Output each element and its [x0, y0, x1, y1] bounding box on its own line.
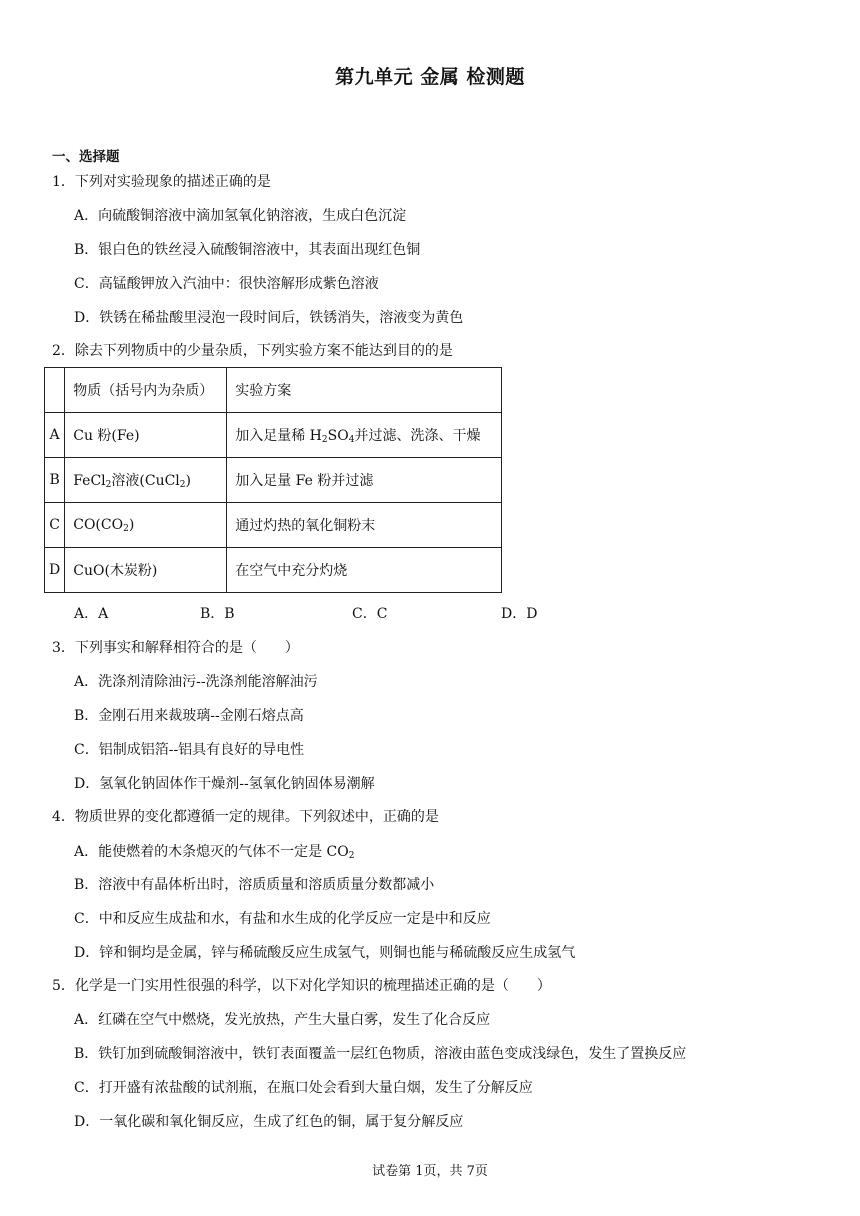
question-2-option-c: C．C [352, 606, 388, 622]
question-4-option-c: C．中和反应生成盐和水，有盐和水生成的化学反应一定是中和反应 [74, 911, 491, 927]
question-4-option-b: B．溶液中有晶体析出时，溶质质量和溶质质量分数都减小 [74, 877, 435, 893]
table-header-substance: 物质（括号内为杂质） [65, 368, 227, 413]
table-row [45, 503, 502, 548]
question-1-option-c: C．高锰酸钾放入汽油中：很快溶解形成紫色溶液 [74, 276, 379, 292]
table-row [45, 548, 502, 593]
row-method: 加入足量稀 $H_2SO_4$并过滤、洗涤、干燥 [227, 413, 502, 458]
row-substance: Cu 粉(Fe) [65, 413, 227, 458]
row-label: C [45, 503, 65, 548]
page-footer: 试卷第 1页，共 7页 [372, 1164, 488, 1179]
table-header-row [45, 368, 502, 413]
question-3-option-b: B．金刚石用来裁玻璃--金刚石熔点高 [74, 708, 304, 724]
question-2-table [44, 367, 502, 593]
row-substance: $CO(CO_2)$ [65, 503, 227, 548]
question-2-stem: 2．除去下列物质中的少量杂质，下列实验方案不能达到目的的是 [52, 343, 453, 359]
question-4-option-a: A．能使燃着的木条熄灭的气体不一定是 $CO_2$ [74, 844, 355, 861]
table-row [45, 413, 502, 458]
question-2-option-d: D．D [501, 606, 538, 622]
question-3-stem: 3．下列事实和解释相符合的是（ ） [52, 640, 299, 656]
question-4-stem: 4．物质世界的变化都遵循一定的规律。下列叙述中，正确的是 [52, 809, 439, 825]
question-5-option-d: D．一氧化碳和氧化铜反应，生成了红色的铜，属于复分解反应 [74, 1114, 464, 1130]
question-2-option-b: B．B [200, 606, 235, 622]
question-1-option-b: B．银白色的铁丝浸入硫酸铜溶液中，其表面出现红色铜 [74, 242, 421, 258]
question-1-option-a: A．向硫酸铜溶液中滴加氢氧化钠溶液，生成白色沉淀 [74, 208, 407, 224]
question-1-stem: 1．下列对实验现象的描述正确的是 [52, 174, 271, 190]
row-label: D [45, 548, 65, 593]
question-5-stem: 5．化学是一门实用性很强的科学，以下对化学知识的梳理描述正确的是（ ） [52, 978, 551, 994]
section-heading: 一、选择题 [52, 149, 120, 165]
question-5-option-a: A．红磷在空气中燃烧，发光放热，产生大量白雾，发生了化合反应 [74, 1012, 491, 1028]
page-title: 第九单元 金属 检测题 [335, 66, 525, 88]
question-5-option-b: B．铁钉加到硫酸铜溶液中，铁钉表面覆盖一层红色物质，溶液由蓝色变成浅绿色，发生了置换反应 [74, 1046, 687, 1062]
question-1-option-d: D．铁锈在稀盐酸里浸泡一段时间后，铁锈消失，溶液变为黄色 [74, 310, 464, 326]
table-header-cell [45, 368, 65, 413]
question-5-option-c: C．打开盛有浓盐酸的试剂瓶，在瓶口处会看到大量白烟，发生了分解反应 [74, 1080, 533, 1096]
row-method: 加入足量 Fe 粉并过滤 [227, 458, 502, 503]
row-substance: CuO(木炭粉) [65, 548, 227, 593]
question-3-option-d: D．氢氧化钠固体作干燥剂--氢氧化钠固体易潮解 [74, 776, 375, 792]
question-4-option-d: D．锌和铜均是金属，锌与稀硫酸反应生成氢气，则铜也能与稀硫酸反应生成氢气 [74, 945, 576, 961]
row-substance: FeCl$_2$溶液(CuCl$_2$) [65, 458, 227, 503]
row-label: B [45, 458, 65, 503]
row-method: 通过灼热的氧化铜粉末 [227, 503, 502, 548]
row-method: 在空气中充分灼烧 [227, 548, 502, 593]
question-3-option-a: A．洗涤剂清除油污--洗涤剂能溶解油污 [74, 674, 318, 690]
question-2-option-a: A．A [74, 606, 109, 622]
row-label: A [45, 413, 65, 458]
table-row [45, 458, 502, 503]
question-3-option-c: C．铝制成铝箔--铝具有良好的导电性 [74, 742, 305, 758]
table-header-method: 实验方案 [227, 368, 502, 413]
